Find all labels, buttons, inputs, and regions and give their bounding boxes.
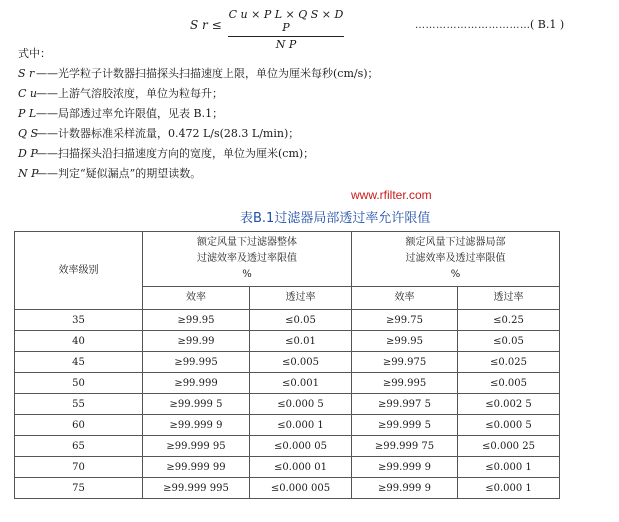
cell-overall-efficiency: ≥99.99 [143,331,250,352]
cell-local-penetration: ≤0.002 5 [458,394,560,415]
cell-local-efficiency: ≥99.995 [352,373,458,394]
header-overall [143,232,352,287]
subheader-efficiency: 效率 [143,287,250,310]
cell-overall-efficiency: ≥99.999 99 [143,457,250,478]
definition-symbol: Q S [18,127,39,140]
definition-symbol: C u [18,87,37,100]
fraction-bar [228,36,344,37]
table-row [15,373,560,394]
cell-overall-penetration: ≤0.000 5 [250,394,352,415]
definition-text: ——计数器标准采样流量，0.472 L/s(28.3 L/min)； [36,127,300,140]
table-row [15,415,560,436]
definition-symbol: N P [18,167,39,180]
cell-overall-efficiency: ≥99.95 [143,310,250,331]
cell-grade: 65 [15,436,143,457]
cell-overall-efficiency: ≥99.999 [143,373,250,394]
subheader-penetration: 透过率 [458,287,560,310]
definition-item [18,64,379,84]
cell-local-penetration: ≤0.025 [458,352,560,373]
cell-grade: 75 [15,478,143,499]
formula-numerator: C u × P L × Q S × D P [228,8,344,34]
table-row [15,310,560,331]
cell-overall-efficiency: ≥99.999 9 [143,415,250,436]
definition-item [18,144,379,164]
cell-grade: 55 [15,394,143,415]
definition-item [18,164,379,184]
cell-local-efficiency: ≥99.75 [352,310,458,331]
definition-item [18,124,379,144]
cell-local-efficiency: ≥99.999 5 [352,415,458,436]
cell-overall-penetration: ≤0.05 [250,310,352,331]
cell-overall-penetration: ≤0.000 05 [250,436,352,457]
cell-grade: 60 [15,415,143,436]
table-header-row [15,232,560,287]
formula-denominator: N P [275,38,297,51]
definition-symbol: D P [18,147,38,160]
definition-text: ——扫描探头沿扫描速度方向的宽度，单位为厘米(cm)； [36,147,315,160]
cell-grade: 50 [15,373,143,394]
table-body [15,310,560,499]
table-caption: 表B.1过滤器局部透过率允许限值 [240,211,431,226]
definitions-intro: 式中： [18,47,51,60]
cell-overall-penetration: ≤0.000 005 [250,478,352,499]
penetration-limits-table [14,231,560,499]
header-overall-line1: 额定风量下过滤器整体 [197,237,297,248]
definition-symbol: P L [18,107,37,120]
cell-grade: 45 [15,352,143,373]
cell-overall-penetration: ≤0.000 1 [250,415,352,436]
cell-local-efficiency: ≥99.999 9 [352,457,458,478]
definition-item [18,104,379,124]
cell-overall-penetration: ≤0.001 [250,373,352,394]
watermark-url: www.rfilter.com [351,188,432,202]
header-local-line2: 过滤效率及透过率限值 [405,253,506,264]
subheader-efficiency: 效率 [352,287,458,310]
formula-leader-dots: …………………………… [415,20,531,31]
definition-symbol: S r [18,67,35,80]
cell-grade: 70 [15,457,143,478]
table-row [15,436,560,457]
header-overall-unit: % [242,269,252,280]
cell-overall-penetration: ≤0.005 [250,352,352,373]
cell-local-penetration: ≤0.05 [458,331,560,352]
cell-local-penetration: ≤0.25 [458,310,560,331]
definition-text: ——局部透过率允许限值，见表 B.1； [36,107,224,120]
table-row [15,331,560,352]
definition-item [18,84,379,104]
cell-local-efficiency: ≥99.975 [352,352,458,373]
subheader-penetration: 透过率 [250,287,352,310]
cell-local-penetration: ≤0.005 [458,373,560,394]
header-overall-line2: 过滤效率及透过率限值 [197,253,297,264]
header-grade: 效率级别 [15,232,143,310]
definition-text: ——判定“疑似漏点”的期望读数。 [36,167,202,180]
header-local [352,232,560,287]
table-row [15,478,560,499]
definition-text: ——光学粒子计数器扫描探头扫描速度上限，单位为厘米每秒(cm/s)； [36,67,379,80]
formula-lhs: S r ≤ [190,18,222,32]
cell-local-efficiency: ≥99.95 [352,331,458,352]
cell-local-efficiency: ≥99.997 5 [352,394,458,415]
cell-overall-penetration: ≤0.000 01 [250,457,352,478]
definition-text: ——上游气溶胶浓度，单位为粒每升； [36,87,223,100]
cell-grade: 35 [15,310,143,331]
equation-number: ( B.1 ) [530,18,565,31]
table-row [15,352,560,373]
cell-local-efficiency: ≥99.999 75 [352,436,458,457]
cell-local-penetration: ≤0.000 5 [458,415,560,436]
cell-local-penetration: ≤0.000 1 [458,457,560,478]
cell-overall-efficiency: ≥99.999 995 [143,478,250,499]
cell-local-efficiency: ≥99.999 9 [352,478,458,499]
cell-overall-penetration: ≤0.01 [250,331,352,352]
definitions-list [18,64,379,184]
formula-b1 [190,6,590,51]
cell-overall-efficiency: ≥99.999 95 [143,436,250,457]
header-local-unit: % [450,269,461,280]
definitions-block [18,44,379,184]
table-row [15,457,560,478]
table-row [15,394,560,415]
cell-overall-efficiency: ≥99.995 [143,352,250,373]
cell-local-penetration: ≤0.000 1 [458,478,560,499]
cell-grade: 40 [15,331,143,352]
cell-overall-efficiency: ≥99.999 5 [143,394,250,415]
cell-local-penetration: ≤0.000 25 [458,436,560,457]
header-local-line1: 额定风量下过滤器局部 [405,237,506,248]
